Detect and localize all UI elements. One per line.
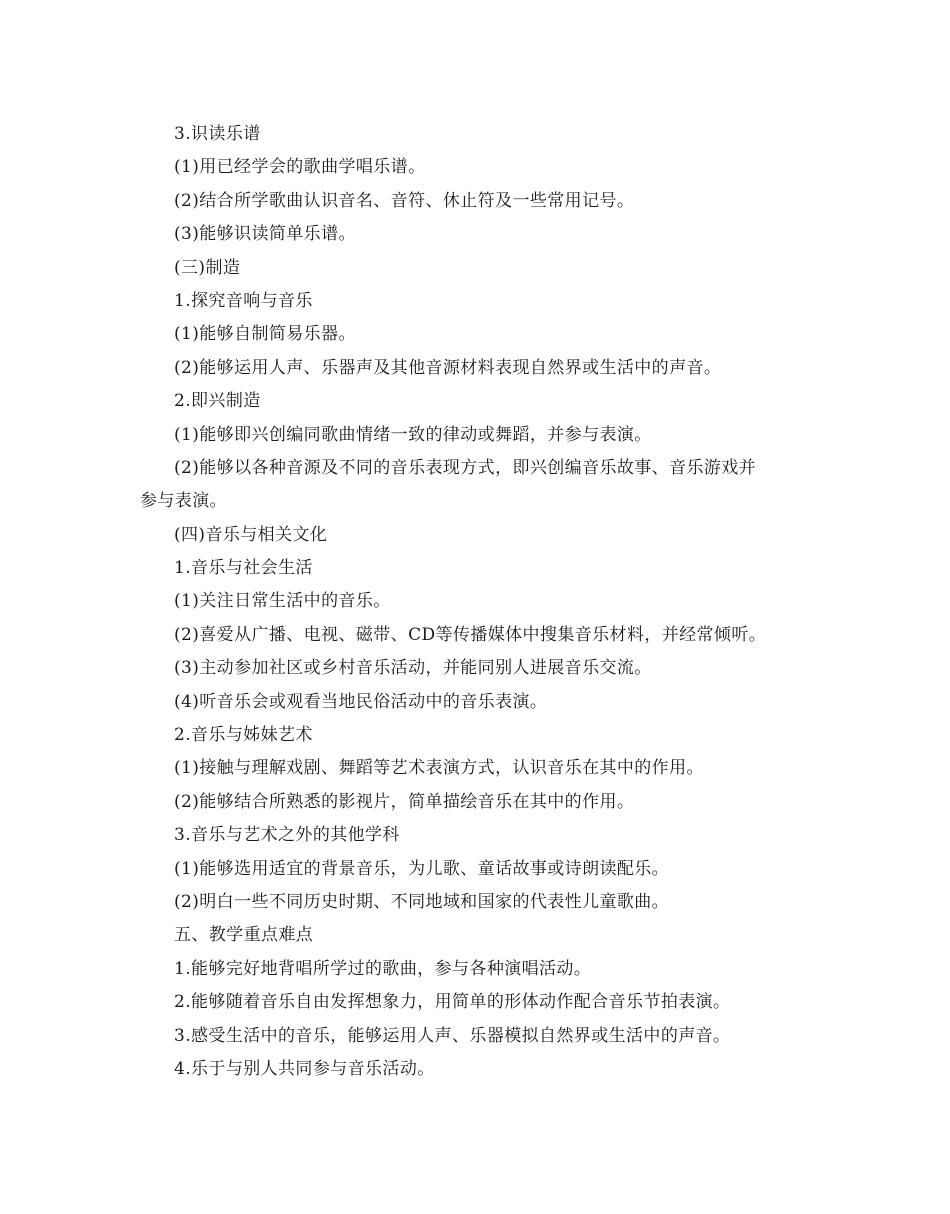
document-body bbox=[140, 118, 820, 1086]
paragraph-line: (2)结合所学歌曲认识音名、音符、休止符及一些常用记号。 bbox=[174, 190, 635, 211]
paragraph-line: (1)能够自制简易乐器。 bbox=[174, 324, 356, 345]
paragraph-line: (2)能够以各种音源及不同的音乐表现方式，即兴创编音乐故事、音乐游戏并 bbox=[174, 457, 757, 478]
paragraph-line: (1)关注日常生活中的音乐。 bbox=[174, 591, 391, 612]
subsection-heading: 1.探究音响与音乐 bbox=[174, 290, 313, 311]
subsection-heading: 3.音乐与艺术之外的其他学科 bbox=[174, 825, 400, 846]
paragraph-line: (3)主动参加社区或乡村音乐活动，并能同别人进展音乐交流。 bbox=[174, 658, 652, 679]
paragraph-line: (4)听音乐会或观看当地民俗活动中的音乐表演。 bbox=[174, 691, 548, 712]
paragraph-line: (2)能够结合所熟悉的影视片，简单描绘音乐在其中的作用。 bbox=[174, 791, 635, 812]
paragraph-line: (2)能够运用人声、乐器声及其他音源材料表现自然界或生活中的声音。 bbox=[174, 357, 722, 378]
list-item: 1.能够完好地背唱所学过的歌曲，参与各种演唱活动。 bbox=[174, 958, 592, 979]
paragraph-line-continuation: 参与表演。 bbox=[140, 491, 227, 512]
paragraph-line: (1)接触与理解戏剧、舞蹈等艺术表演方式，认识音乐在其中的作用。 bbox=[174, 758, 704, 779]
paragraph-line: (3)能够识读简单乐谱。 bbox=[174, 224, 356, 245]
paragraph-line: (2)明白一些不同历史时期、不同地域和国家的代表性儿童歌曲。 bbox=[174, 891, 670, 912]
section-heading-read-score: 3.识读乐谱 bbox=[174, 124, 261, 144]
subsection-heading: 2.即兴制造 bbox=[174, 391, 261, 412]
list-item: 4.乐于与别人共同参与音乐活动。 bbox=[174, 1058, 435, 1079]
paragraph-line: (1)用已经学会的歌曲学唱乐谱。 bbox=[174, 157, 426, 178]
paragraph-line: (2)喜爱从广播、电视、磁带、CD等传播媒体中搜集音乐材料，并经常倾听。 bbox=[174, 624, 767, 645]
subsection-heading: 2.音乐与姊妹艺术 bbox=[174, 725, 313, 746]
section-heading-key-points: 五、教学重点难点 bbox=[174, 925, 314, 946]
subsection-heading: 1.音乐与社会生活 bbox=[174, 558, 313, 579]
paragraph-line: (1)能够选用适宜的背景音乐，为儿歌、童话故事或诗朗读配乐。 bbox=[174, 858, 670, 879]
paragraph-line: (1)能够即兴创编同歌曲情绪一致的律动或舞蹈，并参与表演。 bbox=[174, 424, 652, 445]
list-item: 3.感受生活中的音乐，能够运用人声、乐器模拟自然界或生活中的声音。 bbox=[174, 1025, 731, 1046]
list-item: 2.能够随着音乐自由发挥想象力，用简单的形体动作配合音乐节拍表演。 bbox=[174, 992, 731, 1013]
section-heading-music-culture: (四)音乐与相关文化 bbox=[174, 524, 328, 545]
section-heading-create: (三)制造 bbox=[174, 257, 241, 278]
